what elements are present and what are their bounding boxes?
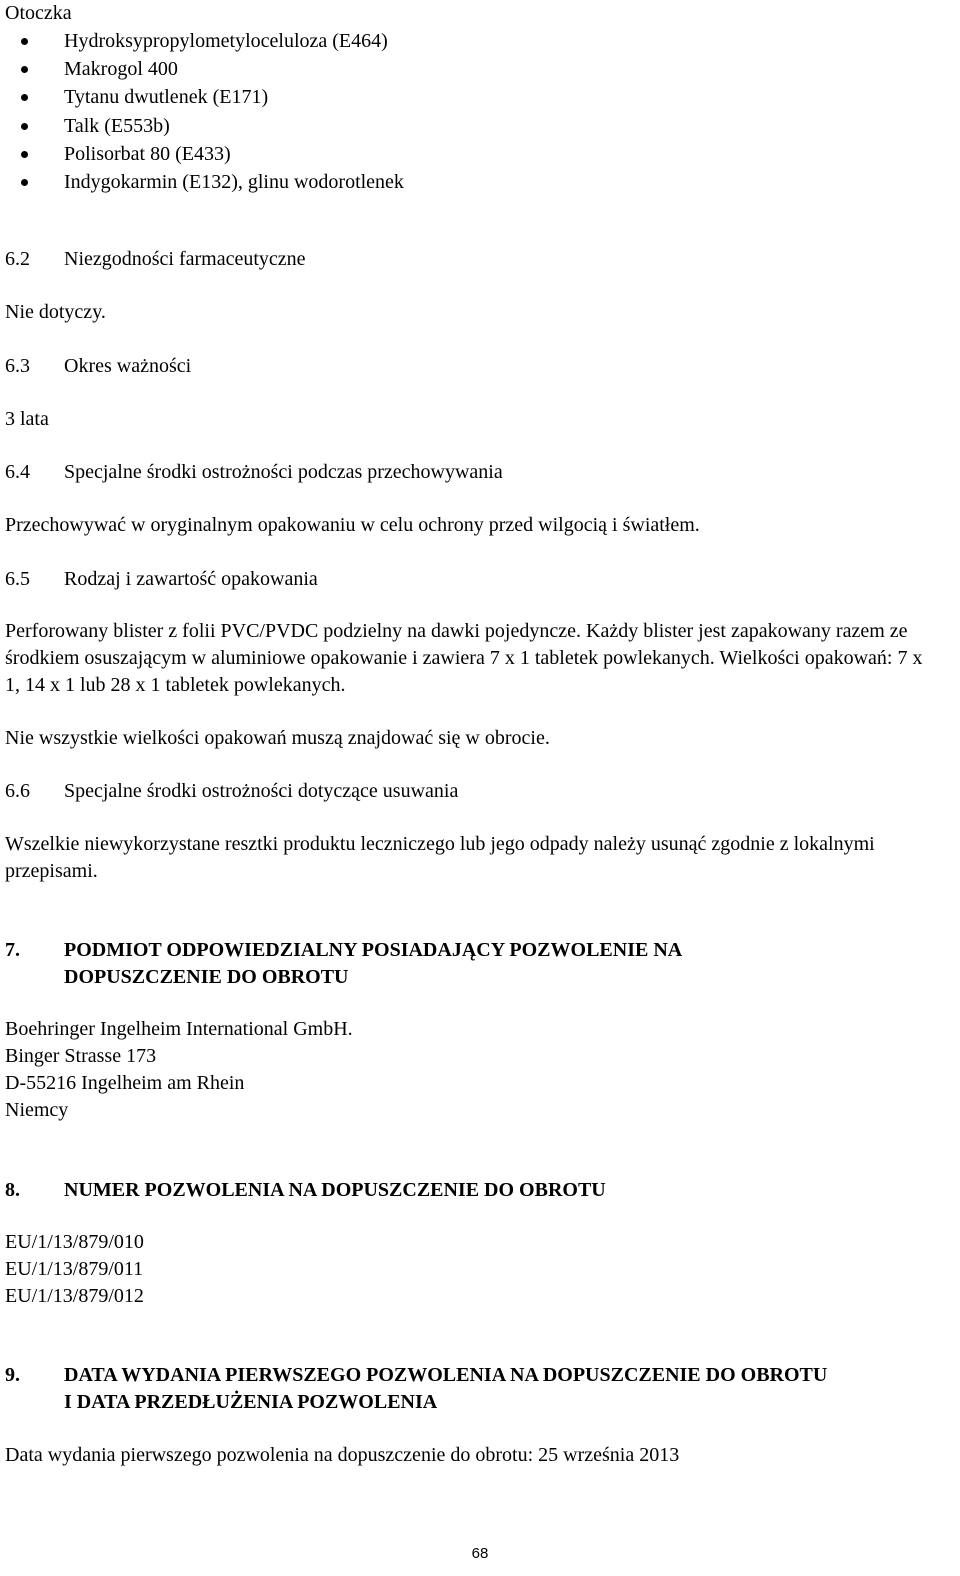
section-8-heading [5,1177,606,1204]
section-6-5-heading [5,566,318,593]
list-item: Talk (E553b) [0,112,404,140]
list-item: Indygokarmin (E132), glinu wodorotlenek [0,168,404,196]
section-number: 6.2 [5,248,30,270]
section-6-2-body: Nie dotyczy. [5,301,106,323]
address-line: Niemcy [5,1099,69,1121]
section-number: 6.4 [5,461,30,483]
address-line: D-55216 Ingelheim am Rhein [5,1072,245,1094]
section-6-2-heading [5,246,306,273]
bullet-icon [21,38,28,45]
list-item: Tytanu dwutlenek (E171) [0,83,404,111]
authorisation-code: EU/1/13/879/010 [5,1231,144,1253]
list-item: Polisorbat 80 (E433) [0,140,404,168]
section-6-6-body: Wszelkie niewykorzystane resztki produktu leczniczego lub jego odpady należy usunąć zgodnie z lokalnymi przepisami. [5,833,875,882]
section-title: Okres ważności [64,355,192,377]
section-6-6-heading [5,778,458,805]
list-item: Makrogol 400 [0,55,404,83]
list-item: Hydroksypropylometyloceluloza (E464) [0,27,404,55]
address-line: Boehringer Ingelheim International GmbH. [5,1018,353,1040]
section-title: DATA WYDANIA PIERWSZEGO POZWOLENIA NA DOPUSZCZENIE DO OBROTU I DATA PRZEDŁUŻENIA POZWOLENIA [64,1364,828,1413]
authorisation-code: EU/1/13/879/012 [5,1285,144,1307]
authorisation-numbers [5,1229,144,1310]
section-9-heading [5,1362,827,1416]
section-6-5-body: Perforowany blister z folii PVC/PVDC podzielny na dawki pojedyncze. Każdy blister jest zapakowany razem ze środkiem osuszającym w aluminiowe opakowanie i zawiera 7 x 1 tabletek powlekanych. Wielkości opakowań: 7 x 1, 14 x 1 lub 28 x 1 tabletek powlekanych. [5,620,923,696]
section-number: 8. [5,1179,20,1201]
bullet-icon [21,94,28,101]
section-6-4-body: Przechowywać w oryginalnym opakowaniu w celu ochrony przed wilgocią i światłem. [5,514,700,536]
section-number: 7. [5,939,20,961]
section-6-4-heading [5,459,503,486]
section-title: Niezgodności farmaceutyczne [64,248,306,270]
page-number: 68 [471,1545,489,1562]
coating-ingredient-list [0,27,404,196]
bullet-icon [21,151,28,158]
section-7-heading [5,937,682,991]
authorisation-code: EU/1/13/879/011 [5,1258,144,1280]
section-9-body: Data wydania pierwszego pozwolenia na dopuszczenie do obrotu: 25 września 2013 [5,1444,680,1466]
section-6-5-note: Nie wszystkie wielkości opakowań muszą znajdować się w obrocie. [5,727,550,749]
bullet-icon [21,179,28,186]
marketing-holder-address [5,1016,353,1124]
section-title: Specjalne środki ostrożności podczas przechowywania [64,461,503,483]
section-number: 6.6 [5,780,30,802]
section-number: 6.5 [5,568,30,590]
bullet-icon [21,123,28,130]
section-6-3-heading [5,353,191,380]
bullet-icon [21,66,28,73]
section-title: PODMIOT ODPOWIEDZIALNY POSIADAJĄCY POZWOLENIE NA DOPUSZCZENIE DO OBROTU [64,939,683,988]
section-title: Specjalne środki ostrożności dotyczące usuwania [64,780,459,802]
section-number: 6.3 [5,355,30,377]
section-6-3-body: 3 lata [5,408,49,430]
section-title: Rodzaj i zawartość opakowania [64,568,318,590]
address-line: Binger Strasse 173 [5,1045,157,1067]
section-number: 9. [5,1364,20,1386]
section-title: NUMER POZWOLENIA NA DOPUSZCZENIE DO OBROTU [64,1179,606,1201]
coating-label: Otoczka [5,2,72,24]
